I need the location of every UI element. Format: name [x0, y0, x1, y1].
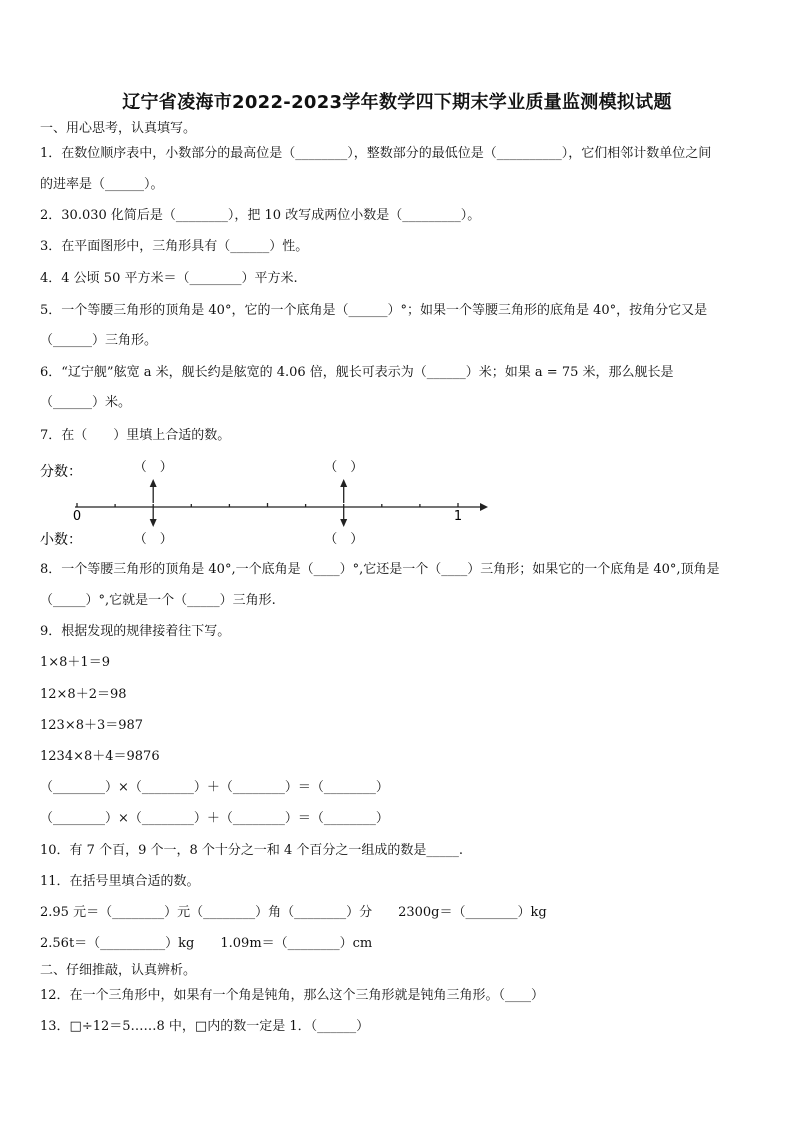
- section-2-heading: 二、仔细推敲，认真辨析。: [40, 963, 197, 978]
- question-1-line-2: 的进率是（______）。: [40, 177, 164, 192]
- page-title: 辽宁省凌海市2022-2023学年数学四下期末学业质量监测模拟试题: [122, 92, 672, 113]
- pattern-blank-row-2: （________）×（________）＋（________）＝（________）: [40, 811, 389, 826]
- question-11-row-1: 2.95 元＝（________）元（________）角（________）分 2300g＝（________）kg: [40, 905, 547, 920]
- pattern-row-2: 12×8＋2＝98: [40, 687, 127, 702]
- number-line-markers: [134, 460, 364, 547]
- question-9: 9．根据发现的规律接着往下写。: [40, 624, 231, 639]
- question-2: 2．30.030 化简后是（________），把 10 改写成两位小数是（_________）。: [40, 208, 481, 223]
- pattern-row-4: 1234×8＋4＝9876: [40, 749, 160, 764]
- question-10: 10．有 7 个百，9 个一，8 个十分之一和 4 个百分之一组成的数是_____.: [40, 843, 464, 858]
- question-5-line-1: 5．一个等腰三角形的顶角是 40°，它的一个底角是（______）°；如果一个等腰三角形的底角是 40°，按角分它又是: [40, 303, 708, 318]
- number-line-figure: [30, 452, 500, 552]
- marker-up-arrow-head: [150, 479, 157, 487]
- pattern-row-1: 1×8＋1＝9: [40, 655, 110, 670]
- question-6-line-2: （______）米。: [40, 395, 132, 410]
- question-11: 11．在括号里填合适的数。: [40, 874, 200, 889]
- question-1-line-1: 1．在数位顺序表中，小数部分的最高位是（________），整数部分的最低位是（__________），它们相邻计数单位之间: [40, 146, 712, 161]
- section-1-heading: 一、用心思考，认真填写。: [40, 121, 197, 136]
- marker-up-arrow-head: [340, 479, 347, 487]
- number-line-end-label: 1: [453, 509, 463, 524]
- fraction-answer-blank: （ ）: [324, 460, 364, 475]
- fraction-answer-blank: （ ）: [133, 460, 173, 475]
- question-7: 7．在（ ）里填上合适的数。: [40, 428, 231, 443]
- question-8-line-2: （_____）°,它就是一个（_____）三角形.: [40, 593, 276, 608]
- decimal-answer-blank: （ ）: [324, 532, 364, 547]
- decimal-answer-blank: （ ）: [133, 532, 173, 547]
- question-3: 3．在平面图形中，三角形具有（______）性。: [40, 239, 309, 254]
- pattern-row-3: 123×8＋3＝987: [40, 718, 144, 733]
- question-5-line-2: （______）三角形。: [40, 333, 158, 348]
- decimal-label: 小数：: [40, 532, 82, 548]
- marker-down-arrow-head: [340, 519, 347, 527]
- number-line-start-label: 0: [72, 509, 82, 524]
- question-4: 4．4 公顷 50 平方米＝（________）平方米.: [40, 271, 298, 286]
- number-line-ticks: [77, 503, 458, 507]
- pattern-blank-row-1: （________）×（________）＋（________）＝（________）: [40, 780, 389, 795]
- question-11-row-2: 2.56t＝（__________）kg 1.09m＝（________）cm: [40, 936, 373, 951]
- question-13: 13．□÷12＝5……8 中，□内的数一定是 1．（______）: [40, 1019, 370, 1034]
- marker-down-arrow-head: [150, 519, 157, 527]
- fraction-label: 分数：: [40, 464, 82, 480]
- question-8-line-1: 8．一个等腰三角形的顶角是 40°,一个底角是（____）°,它还是一个（____）三角形；如果它的一个底角是 40°,顶角是: [40, 562, 720, 577]
- question-6-line-1: 6．“辽宁舰”舷宽 a 米，舰长约是舷宽的 4.06 倍，舰长可表示为（______）米；如果 a = 75 米，那么舰长是: [40, 365, 674, 380]
- question-12: 12．在一个三角形中，如果有一个角是钝角，那么这个三角形就是钝角三角形。（____）: [40, 988, 545, 1003]
- number-line-arrowhead: [480, 503, 488, 511]
